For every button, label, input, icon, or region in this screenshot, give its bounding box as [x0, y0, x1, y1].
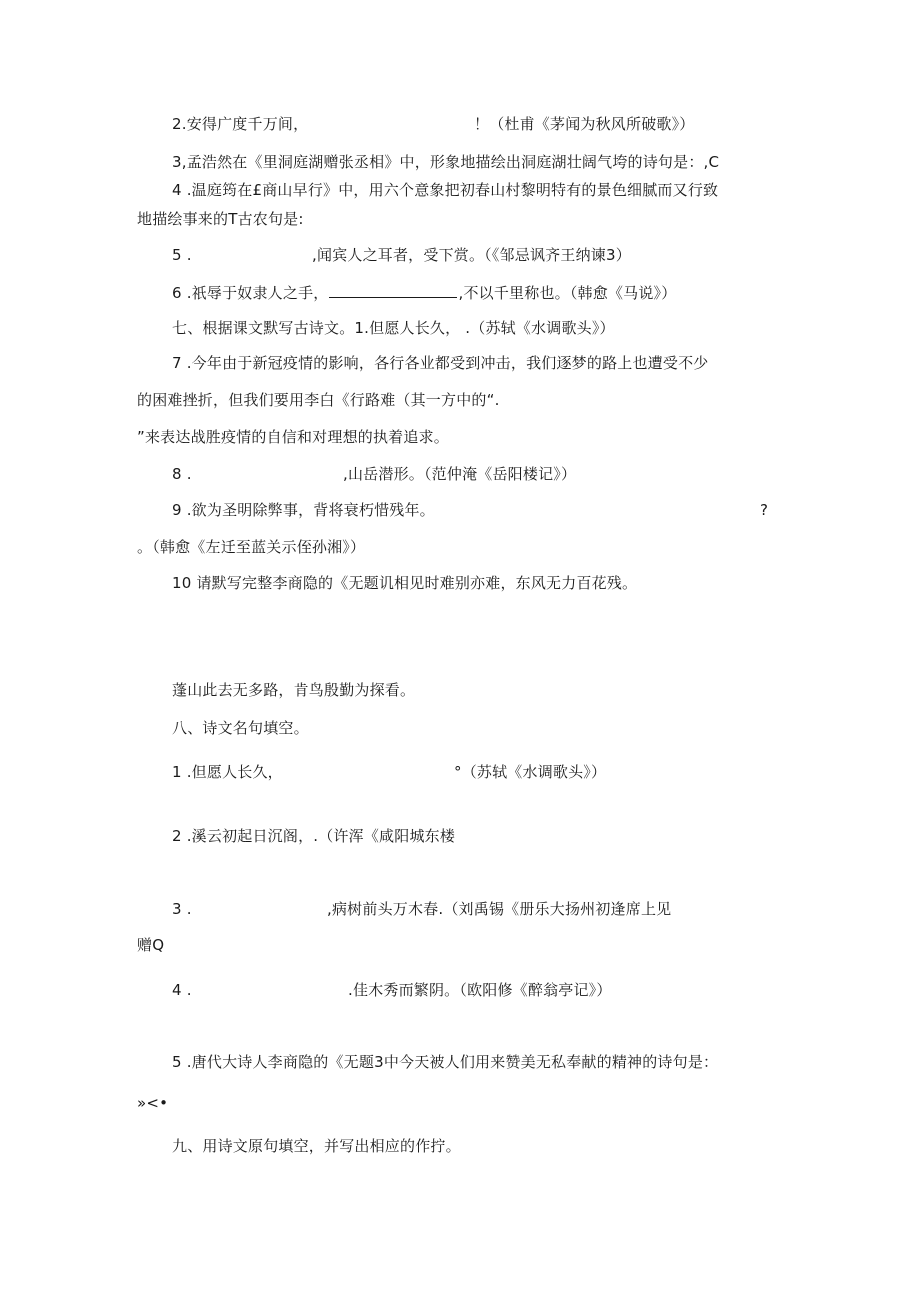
question-line: [172, 500, 435, 520]
section-heading-text: 九、用诗文原句填空，并写出相应的作拧。: [172, 1137, 461, 1155]
section-heading: [172, 1136, 461, 1156]
question-line: [137, 427, 449, 447]
question-text: ?: [760, 501, 769, 519]
question-line: [172, 114, 308, 134]
question-text: 。（韩愈《左迁至蓝关示侄孙湘》）: [137, 538, 366, 556]
question-text: ,病树前头万木春.（刘禹锡《册乐大扬州初逢席上见: [327, 900, 672, 918]
question-line: [172, 826, 455, 846]
question-text: 4 .温庭筠在£商山早行》中，用六个意象把初春山村黎明特有的景色细腻而又行致: [172, 181, 719, 199]
section-heading-text: 八、诗文名句填空。: [172, 719, 309, 737]
question-text: 的困难挫折，但我们要用李白《行路难（其一方中的“.: [137, 391, 500, 409]
question-line: [172, 680, 415, 700]
question-text: 9 .欲为圣明除弊事，背将衰朽惜残年。: [172, 501, 435, 519]
question-line: [137, 537, 365, 557]
section-heading: [172, 718, 309, 738]
question-text: 2.安得广度千万间，: [172, 115, 309, 133]
question-text: ,山岳潜形。（范仲淹《岳阳楼记》）: [343, 465, 577, 483]
section-heading: [172, 318, 615, 338]
question-line: [327, 899, 671, 919]
question-number: 8 .: [172, 465, 192, 483]
question-number: 3 .: [172, 900, 192, 918]
question-text: .佳木秀而繁阴。（欧阳修《醉翁亭记》）: [348, 981, 612, 999]
question-line: [172, 152, 719, 172]
question-line: [172, 464, 192, 484]
question-source: °（苏轼《水调歌头》）: [454, 763, 607, 781]
question-text: 10 请默写完整李商隐的《无题讥相见时难别亦难，东风无力百花残。: [172, 574, 638, 592]
question-line: [172, 353, 708, 373]
question-line: [172, 245, 192, 265]
question-text: 7 .今年由于新冠疫情的影响，各行各业都受到冲击，我们逐梦的路上也遭受不少: [172, 354, 709, 372]
question-line: [343, 464, 576, 484]
question-text: »<•: [137, 1094, 169, 1112]
question-line: [137, 390, 500, 410]
question-text: ”来表达战胜疫情的自信和对理想的执着追求。: [137, 428, 449, 446]
question-line: [172, 980, 192, 1000]
question-text: 5 .唐代大诗人李商隐的《无题3中今天被人们用来赞美无私奉献的精神的诗句是：: [172, 1053, 719, 1071]
question-line: [137, 1093, 168, 1113]
question-text: 6 .祇辱于奴隶人之手，: [172, 284, 329, 302]
question-text: 地描绘事来的T古农句是:: [137, 210, 304, 228]
question-text: ,不以千里称也。（韩愈《马说》）: [458, 284, 677, 302]
question-line: [474, 114, 695, 134]
question-line: [137, 209, 304, 229]
question-line: [454, 762, 606, 782]
question-text: 3,孟浩然在《里洞庭湖赠张丞相》中，形象地描绘出洞庭湖壮阔气垮的诗句是：,C: [172, 153, 720, 171]
question-text: 蓬山此去无多路，肯鸟殷勤为探看。: [172, 681, 416, 699]
question-text: ,闻宾人之耳者，受下赏。（《邹忌讽齐王纳谏3）: [312, 246, 631, 264]
question-source: ！（杜甫《茅闻为秋风所破歌》）: [474, 115, 695, 133]
question-text: 1 .但愿人长久，: [172, 763, 283, 781]
question-text: 2 .溪云初起日沉阁，.（许浑《咸阳城东楼: [172, 827, 456, 845]
question-number: 4 .: [172, 981, 192, 999]
question-line: [172, 180, 718, 200]
question-line: [172, 283, 676, 303]
answer-blank: [329, 283, 457, 298]
question-line: [172, 1052, 718, 1072]
question-line: [312, 245, 631, 265]
question-text: 赠Q: [137, 936, 165, 954]
question-line: [172, 762, 283, 782]
question-line: [760, 500, 768, 520]
question-line: [348, 980, 612, 1000]
question-number: 5 .: [172, 246, 192, 264]
question-line: [172, 899, 192, 919]
question-line: [172, 573, 637, 593]
section-heading-text: 七、根据课文默写古诗文。1.但愿人长久， .（苏轼《水调歌头》）: [172, 319, 615, 337]
question-line: [137, 935, 164, 955]
